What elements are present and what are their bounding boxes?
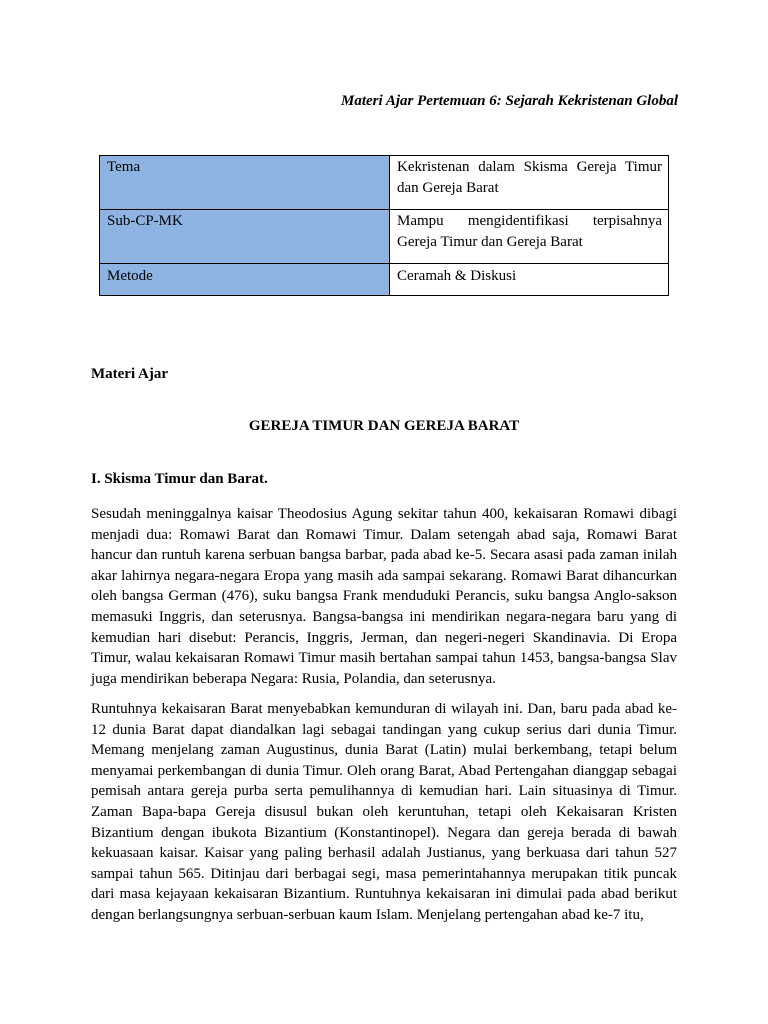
table-value-cell: Kekristenan dalam Skisma Gereja Timur dan Gereja Barat (390, 156, 669, 210)
table-label-cell: Sub-CP-MK (100, 210, 390, 264)
table-label-cell: Metode (100, 264, 390, 296)
table-row (100, 156, 669, 210)
sub-heading: I. Skisma Timur dan Barat. (91, 471, 268, 487)
body-paragraph: Sesudah meninggalnya kaisar Theodosius Agung sekitar tahun 400, kekaisaran Romawi dibagi menjadi dua: Romawi Barat dan Romawi Timur. Dalam setengah abad saja, Romawi Barat hancur dan runtuh karena serbuan bangsa barbar, pada abad ke-5. Secara asasi pada zaman inilah akar lahirnya negara-negara Eropa yang masih ada sampai sekarang. Romawi Barat dihancurkan oleh bangsa German (476), suku bangsa Frank menduduki Perancis, suku bangsa Anglo-sakson memasuki Inggris, dan seterusnya. Bangsa-bangsa ini mendirikan negara-negara baru yang di kemudian hari disebut: Perancis, Inggris, Jerman, dan negeri-negeri Skandinavia. Di Eropa Timur, walau kekaisaran Romawi Timur masih bertahan sampai tahun 1453, bangsa-bangsa Slav juga mendirikan beberapa Negara: Rusia, Polandia, dan seterusnya. (91, 506, 677, 687)
info-table (99, 155, 669, 296)
header-title: Materi Ajar Pertemuan 6: Sejarah Kekristenan Global (341, 93, 678, 109)
table-value-cell: Ceramah & Diskusi (390, 264, 669, 296)
table-value-cell: Mampu mengidentifikasi terpisahnya Gereja Timur dan Gereja Barat (390, 210, 669, 264)
table-row (100, 264, 669, 296)
main-title: GEREJA TIMUR DAN GEREJA BARAT (248, 418, 520, 434)
table-label-cell: Tema (100, 156, 390, 210)
body-paragraph: Runtuhnya kekaisaran Barat menyebabkan kemunduran di wilayah ini. Dan, baru pada abad ke-12 dunia Barat dapat diandalkan lagi sebagai tandingan yang cukup serius dari dunia Timur. Memang menjelang zaman Augustinus, dunia Barat (Latin) mulai berkembang, tetapi belum menyamai perkembangan di dunia Timur. Oleh orang Barat, Abad Pertengahan dianggap sebagai pemisah antara gereja purba serta pemulihannya di kemudian hari. Lain situasinya di Timur. Zaman Bapa-bapa Gereja disusul bukan oleh keruntuhan, tetapi oleh Kekaisaran Kristen Bizantium dengan ibukota Bizantium (Konstantinopel). Negara dan gereja berada di bawah kekuasaan kaisar. Kaisar yang paling berhasil adalah Justianus, yang berkuasa dari tahun 527 sampai tahun 565. Ditinjau dari berbagai segi, masa pemerintahannya merupakan titik puncak dari masa kejayaan kekaisaran Bizantium. Runtuhnya kekaisaran ini dimulai pada abad berikut dengan berlangsungnya serbuan-serbuan kaum Islam. Menjelang pertengahan abad ke-7 itu, (91, 701, 677, 923)
section-label: Materi Ajar (91, 366, 169, 382)
table-row (100, 210, 669, 264)
